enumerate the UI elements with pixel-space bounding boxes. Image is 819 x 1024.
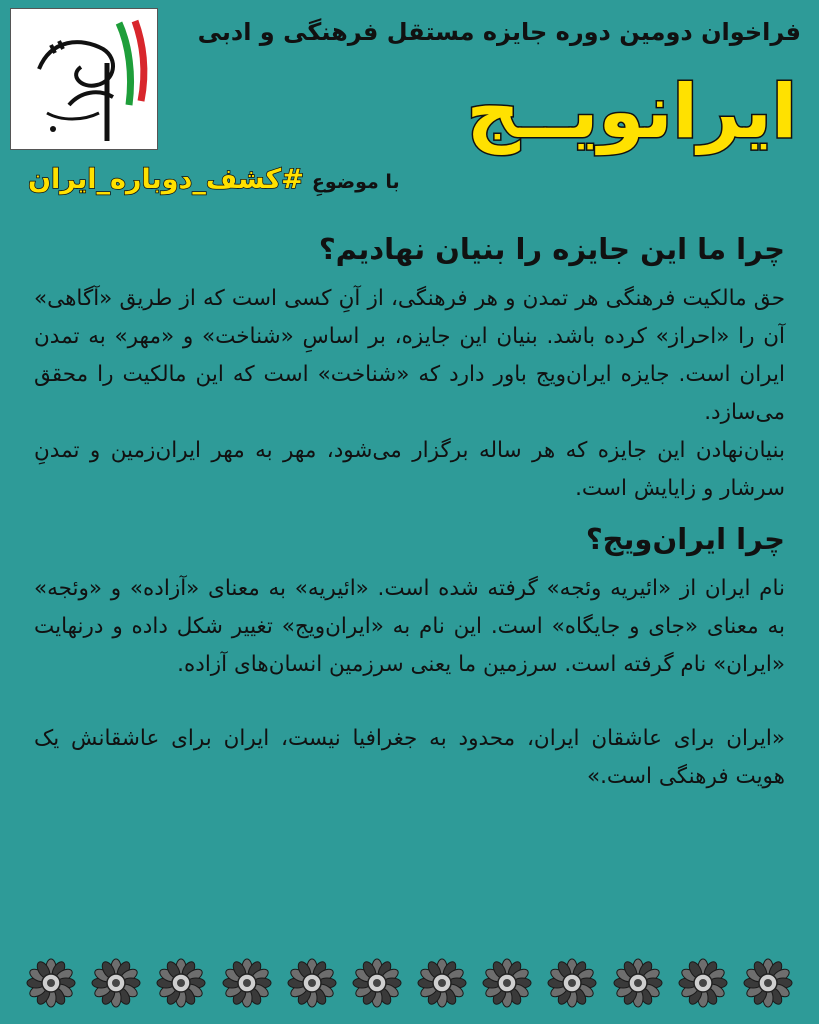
main-title: ایرانویــج [466,69,797,155]
iranvij-calligraphy-logo-icon [11,9,157,149]
section-heading-why-award: چرا ما این جایزه را بنیان نهادیم؟ [318,232,785,266]
rosette-flower-icon [91,958,141,1008]
rosette-flower-icon [222,958,272,1008]
rosette-flower-icon [287,958,337,1008]
logo [10,8,158,150]
section-heading-why-iranvij: چرا ایران‌ویج؟ [585,522,785,556]
rosette-flower-icon [613,958,663,1008]
rosette-flower-icon [547,958,597,1008]
section-paragraph: حق مالکیت فرهنگی هر تمدن و هر فرهنگی، از آنِ کسی است که از طریق «آگاهی» آن را «احراز» کرده باشد. بنیان این جایزه، بر اساسِ «شناخت» و «مهر» به تمدن ایران است. جایزه ایران‌ویج باور دارد که «شناخت» است که این مالکیت را محقق می‌سازد. [34,286,785,425]
rosette-flower-icon [417,958,467,1008]
rosette-flower-icon [743,958,793,1008]
section-paragraph: بنیان‌نهادن این جایزه که هر ساله برگزار می‌شود، مهر به مهر ایران‌زمین و تمدنِ سرشار و زایایش است. [34,438,785,501]
quote-paragraph: «ایران برای عاشقان ایران، محدود به جغرافیا نیست، ایران برای عاشقانش یک هویت فرهنگی است.» [34,726,785,789]
decorative-flower-row [26,958,793,1008]
rosette-flower-icon [26,958,76,1008]
rosette-flower-icon [156,958,206,1008]
rosette-flower-icon [678,958,728,1008]
topic-row [28,164,400,195]
topic-label: با موضوعِ [311,171,400,193]
call-subtitle: فراخوان دومین دوره جایزه مستقل فرهنگی و ادبی [197,18,801,46]
section-paragraph: نام ایران از «ائیریه وئجه» گرفته شده است. «ائیریه» به معنای «آزاده» و «وئجه» به معنای «جای و جایگاه» است. این نام به «ایران‌ویج» تغییر شکل داده و درنهایت «ایران» نام گرفته است. سرزمین ما یعنی سرزمین انسان‌های آزاده. [34,576,785,677]
rosette-flower-icon [482,958,532,1008]
topic-hashtag: #کشف_دوباره_ایران [28,164,304,195]
main-content [34,232,785,796]
rosette-flower-icon [352,958,402,1008]
